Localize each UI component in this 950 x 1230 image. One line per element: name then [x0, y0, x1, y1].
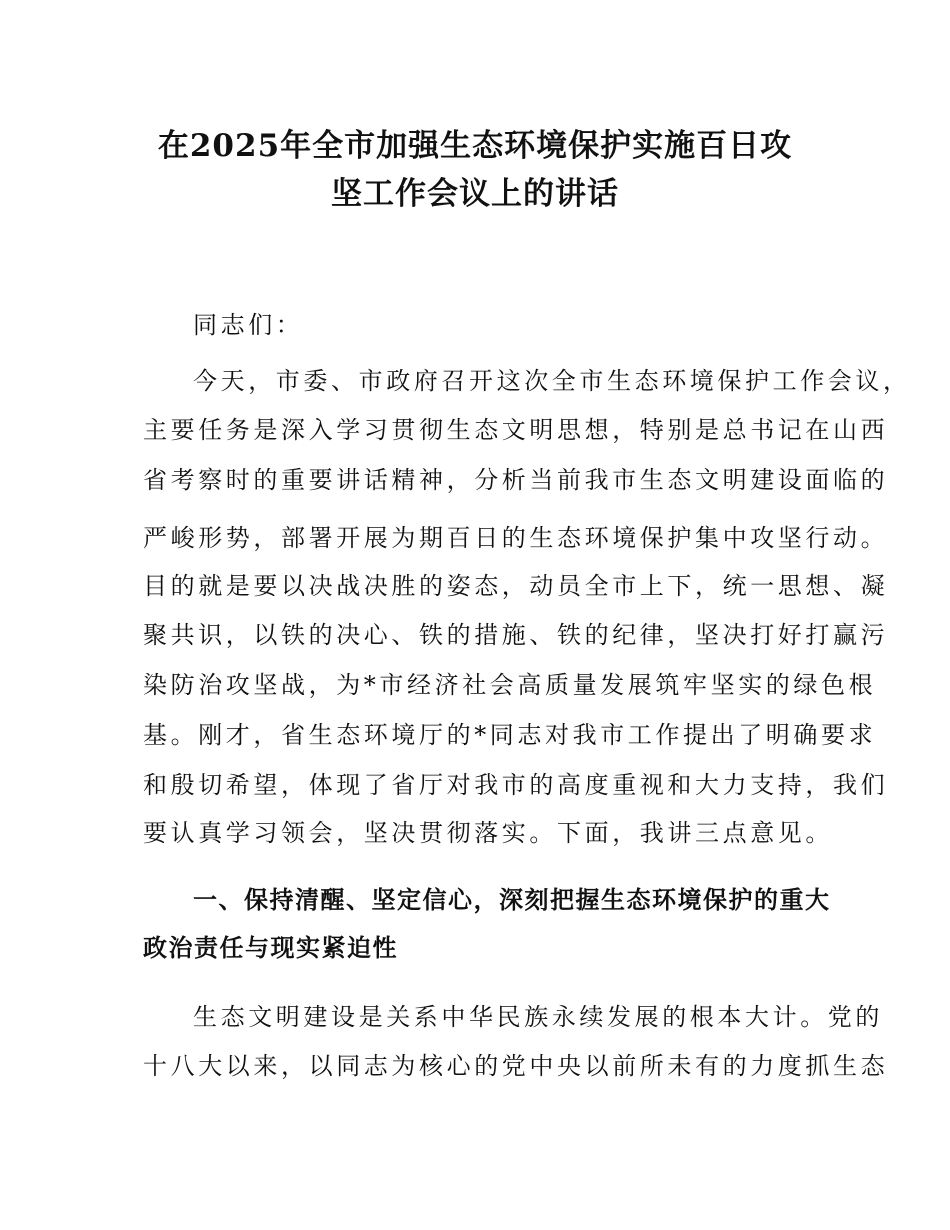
paragraph-line: 省考察时的重要讲话精神，分析当前我市生态文明建设面临的 [143, 466, 889, 494]
paragraph-line: 基。刚才，省生态环境厅的*同志对我市工作提出了明确要求 [143, 721, 877, 749]
document-title-line-1: 在2025年全市加强生态环境保护实施百日攻 [157, 128, 793, 164]
section-heading-1: 一、保持清醒、坚定信心，深刻把握生态环境保护的重大 [193, 885, 831, 914]
paragraph-line: 要认真学习领会，坚决贯彻落实。下面，我讲三点意见。 [143, 819, 833, 847]
paragraph-line: 严峻形势，部署开展为期百日的生态环境保护集中攻坚行动。 [143, 524, 889, 552]
document-title-line-2: 坚工作会议上的讲话 [331, 176, 619, 212]
paragraph-line: 目的就是要以决战决胜的姿态，动员全市上下，统一思想、凝 [143, 572, 889, 600]
paragraph-line: 聚共识，以铁的决心、铁的措施、铁的纪律，坚决打好打赢污 [143, 621, 889, 649]
paragraph-line: 生态文明建设是关系中华民族永续发展的根本大计。党的 [193, 1003, 883, 1031]
section-heading-1-cont: 政治责任与现实紧迫性 [143, 933, 398, 962]
paragraph-line: 十八大以来，以同志为核心的党中央以前所未有的力度抓生态 [143, 1052, 889, 1080]
paragraph-line: 和殷切希望，体现了省厅对我市的高度重视和大力支持，我们 [143, 771, 889, 799]
paragraph-line: 今天，市委、市政府召开这次全市生态环境保护工作会议， [193, 367, 911, 395]
salutation: 同志们： [193, 311, 304, 339]
paragraph-line: 主要任务是深入学习贯彻生态文明思想，特别是总书记在山西 [143, 416, 889, 444]
paragraph-line: 染防治攻坚战，为*市经济社会高质量发展筑牢坚实的绿色根 [143, 671, 877, 699]
